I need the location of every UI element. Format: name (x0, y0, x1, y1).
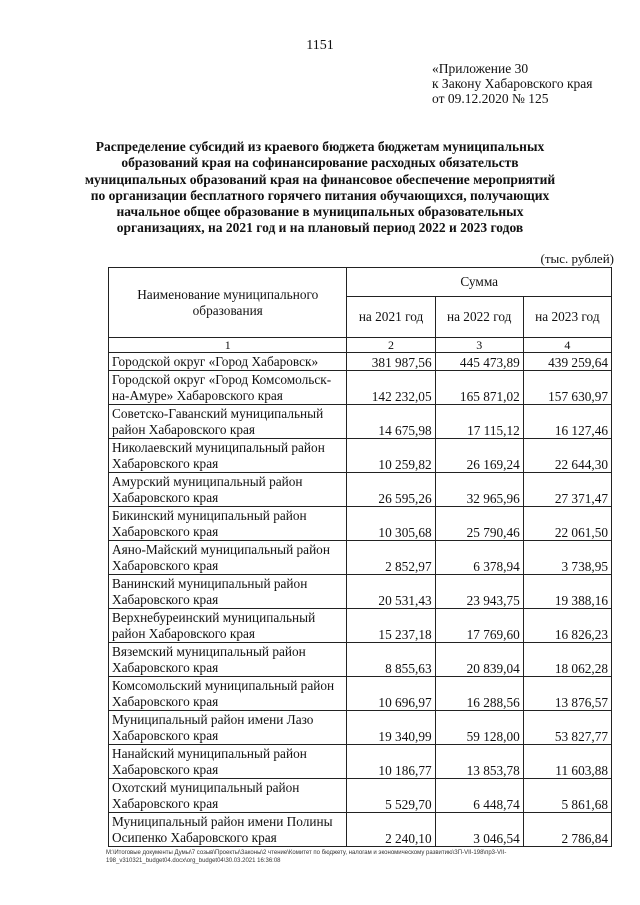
value-2021: 19 340,99 (347, 711, 435, 745)
value-2021: 381 987,56 (347, 353, 435, 371)
appendix-line-2: к Закону Хабаровского края (432, 76, 593, 91)
municipality-name: Городской округ «Город Комсомольск-на-Амуре» Хабаровского края (109, 371, 347, 405)
table-row (109, 507, 612, 541)
value-2021: 14 675,98 (347, 405, 435, 439)
value-2023: 19 388,16 (523, 575, 611, 609)
value-2023: 5 861,68 (523, 779, 611, 813)
table-row (109, 541, 612, 575)
municipality-name: Николаевский муниципальный район Хабаровского края (109, 439, 347, 473)
municipality-name: Комсомольский муниципальный район Хабаровского края (109, 677, 347, 711)
municipality-name: Вяземский муниципальный район Хабаровского края (109, 643, 347, 677)
value-2023: 53 827,77 (523, 711, 611, 745)
title-line: по организации бесплатного горячего питания обучающихся, получающих (90, 187, 550, 203)
value-2021: 10 305,68 (347, 507, 435, 541)
table-row (109, 575, 612, 609)
subsidy-table (108, 267, 612, 847)
value-2021: 20 531,43 (347, 575, 435, 609)
value-2022: 17 115,12 (435, 405, 523, 439)
municipality-name: Советско-Гаванский муниципальный район Хабаровского края (109, 405, 347, 439)
value-2021: 8 855,63 (347, 643, 435, 677)
value-2021: 10 259,82 (347, 439, 435, 473)
value-2022: 23 943,75 (435, 575, 523, 609)
column-index: 3 (435, 338, 523, 353)
table-row (109, 473, 612, 507)
value-2023: 22 061,50 (523, 507, 611, 541)
value-2022: 26 169,24 (435, 439, 523, 473)
header-year-2021: на 2021 год (347, 297, 435, 338)
value-2023: 439 259,64 (523, 353, 611, 371)
municipality-name: Ванинский муниципальный район Хабаровского края (109, 575, 347, 609)
appendix-line-3: от 09.12.2020 № 125 (432, 91, 549, 106)
value-2022: 25 790,46 (435, 507, 523, 541)
document-title (60, 139, 580, 237)
table-row (109, 609, 612, 643)
unit-label: (тыс. рублей) (540, 251, 614, 266)
title-line: образований края на софинансирование расходных обязательств (121, 155, 519, 171)
value-2023: 157 630,97 (523, 371, 611, 405)
table-row (109, 353, 612, 371)
table-row (109, 643, 612, 677)
value-2023: 11 603,88 (523, 745, 611, 779)
table-row (109, 405, 612, 439)
value-2021: 10 186,77 (347, 745, 435, 779)
value-2022: 17 769,60 (435, 609, 523, 643)
appendix-reference (432, 61, 593, 106)
municipality-name: Муниципальный район имени Полины Осипенко Хабаровского края (109, 813, 347, 847)
header-name: Наименование муниципального образования (109, 268, 347, 338)
value-2023: 3 738,95 (523, 541, 611, 575)
municipality-name: Охотский муниципальный район Хабаровского края (109, 779, 347, 813)
municipality-name: Амурский муниципальный район Хабаровского края (109, 473, 347, 507)
page-number: 1151 (306, 38, 334, 53)
value-2021: 2 240,10 (347, 813, 435, 847)
municipality-name: Нанайский муниципальный район Хабаровского края (109, 745, 347, 779)
municipality-name: Городской округ «Город Хабаровск» (109, 353, 347, 371)
column-index: 4 (523, 338, 611, 353)
value-2021: 15 237,18 (347, 609, 435, 643)
value-2023: 16 127,46 (523, 405, 611, 439)
municipality-name: Верхнебуреинский муниципальный район Хабаровского края (109, 609, 347, 643)
value-2021: 10 696,97 (347, 677, 435, 711)
appendix-line-1: «Приложение 30 (432, 61, 529, 76)
municipality-name: Муниципальный район имени Лазо Хабаровского края (109, 711, 347, 745)
header-year-2022: на 2022 год (435, 297, 523, 338)
value-2023: 18 062,28 (523, 643, 611, 677)
column-index-row (109, 338, 612, 353)
value-2023: 2 786,84 (523, 813, 611, 847)
table-row (109, 745, 612, 779)
value-2021: 5 529,70 (347, 779, 435, 813)
value-2022: 13 853,78 (435, 745, 523, 779)
value-2023: 16 826,23 (523, 609, 611, 643)
header-sum: Сумма (347, 268, 612, 297)
value-2021: 142 232,05 (347, 371, 435, 405)
file-path-footer: M:\Итоговые документы Думы\7 созыв\Проекты\Законы\2 чтение\Комитет по бюджету, налогам и экономическому развитию\ЗП-VII-198\пр3-VII-198_v310321_budget04.docx\org_budget04\30.03.2021 16:36:08 (106, 850, 507, 864)
table-row (109, 677, 612, 711)
value-2022: 165 871,02 (435, 371, 523, 405)
title-line: муниципальных образований края на финансовое обеспечение мероприятий (84, 171, 556, 187)
value-2021: 26 595,26 (347, 473, 435, 507)
value-2022: 3 046,54 (435, 813, 523, 847)
header-year-2023: на 2023 год (523, 297, 611, 338)
table-row (109, 371, 612, 405)
value-2022: 6 448,74 (435, 779, 523, 813)
value-2023: 13 876,57 (523, 677, 611, 711)
column-index: 1 (109, 338, 347, 353)
value-2022: 20 839,04 (435, 643, 523, 677)
value-2022: 445 473,89 (435, 353, 523, 371)
value-2023: 22 644,30 (523, 439, 611, 473)
value-2022: 6 378,94 (435, 541, 523, 575)
value-2022: 59 128,00 (435, 711, 523, 745)
table-row (109, 813, 612, 847)
value-2021: 2 852,97 (347, 541, 435, 575)
title-line: организациях, на 2021 год и на плановый период 2022 и 2023 годов (116, 220, 524, 236)
table-row (109, 439, 612, 473)
table-row (109, 779, 612, 813)
municipality-name: Бикинский муниципальный район Хабаровского края (109, 507, 347, 541)
title-line: Распределение субсидий из краевого бюджета бюджетам муниципальных (95, 139, 545, 154)
table-row (109, 711, 612, 745)
title-line: начальное общее образование в муниципальных образовательных (116, 204, 524, 220)
municipality-name: Аяно-Майский муниципальный район Хабаровского края (109, 541, 347, 575)
value-2023: 27 371,47 (523, 473, 611, 507)
column-index: 2 (347, 338, 435, 353)
value-2022: 32 965,96 (435, 473, 523, 507)
value-2022: 16 288,56 (435, 677, 523, 711)
